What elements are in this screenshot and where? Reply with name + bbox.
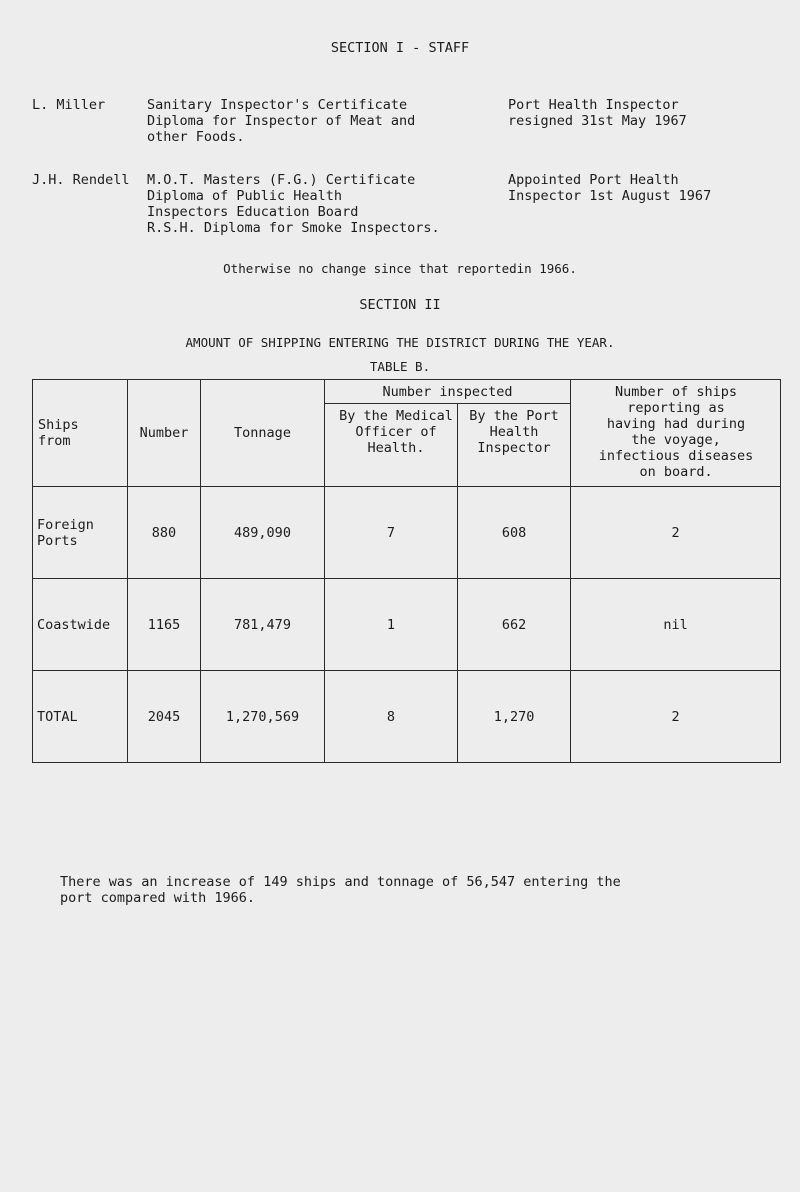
header-ships-from: Ships from xyxy=(33,380,128,487)
cell-infectious: 2 xyxy=(571,487,781,579)
staff-name: J.H. Rendell xyxy=(32,172,130,188)
section-2-subheading: AMOUNT OF SHIPPING ENTERING THE DISTRICT DURING THE YEAR. xyxy=(185,335,615,350)
cell-infectious: 2 xyxy=(571,671,781,763)
staff-qualifications: Sanitary Inspector's Certificate Diploma for Inspector of Meat and other Foods. xyxy=(147,97,416,145)
header-number-inspected: Number inspected xyxy=(325,380,571,404)
row-label: Foreign Ports xyxy=(33,487,128,579)
cell-medical: 7 xyxy=(325,487,458,579)
header-number: Number xyxy=(128,380,201,487)
section-2-heading: SECTION II xyxy=(359,297,441,313)
cell-number: 880 xyxy=(128,487,201,579)
cell-medical: 1 xyxy=(325,579,458,671)
shipping-table xyxy=(32,379,781,763)
row-label: TOTAL xyxy=(33,671,128,763)
cell-number: 2045 xyxy=(128,671,201,763)
cell-tonnage: 1,270,569 xyxy=(201,671,325,763)
staff-status: Port Health Inspector resigned 31st May 1967 xyxy=(508,97,687,129)
cell-port: 608 xyxy=(458,487,571,579)
staff-qualifications: M.O.T. Masters (F.G.) Certificate Diploma of Public Health Inspectors Education Board R.S.H. Diploma for Smoke Inspectors. xyxy=(147,172,440,236)
staff-status: Appointed Port Health Inspector 1st August 1967 xyxy=(508,172,712,204)
table-row xyxy=(33,579,781,671)
staff-name: L. Miller xyxy=(32,97,106,113)
cell-port: 1,270 xyxy=(458,671,571,763)
table-row xyxy=(33,487,781,579)
header-by-medical-officer: By the Medical Officer of Health. xyxy=(325,404,458,487)
row-label: Coastwide xyxy=(33,579,128,671)
cell-tonnage: 489,090 xyxy=(201,487,325,579)
header-infectious-reporting: Number of ships reporting as having had during the voyage, infectious diseases on board. xyxy=(571,380,781,487)
table-row xyxy=(33,671,781,763)
cell-medical: 8 xyxy=(325,671,458,763)
cell-infectious: nil xyxy=(571,579,781,671)
header-by-port-inspector: By the Port Health Inspector xyxy=(458,404,571,487)
cell-number: 1165 xyxy=(128,579,201,671)
section-1-heading: SECTION I - STAFF xyxy=(330,40,470,56)
table-title: TABLE B. xyxy=(369,359,431,374)
header-tonnage: Tonnage xyxy=(201,380,325,487)
cell-port: 662 xyxy=(458,579,571,671)
cell-tonnage: 781,479 xyxy=(201,579,325,671)
section-1-note: Otherwise no change since that reportedin 1966. xyxy=(223,261,577,276)
summary-paragraph: There was an increase of 149 ships and tonnage of 56,547 entering the port compared with 1966. xyxy=(60,874,621,906)
